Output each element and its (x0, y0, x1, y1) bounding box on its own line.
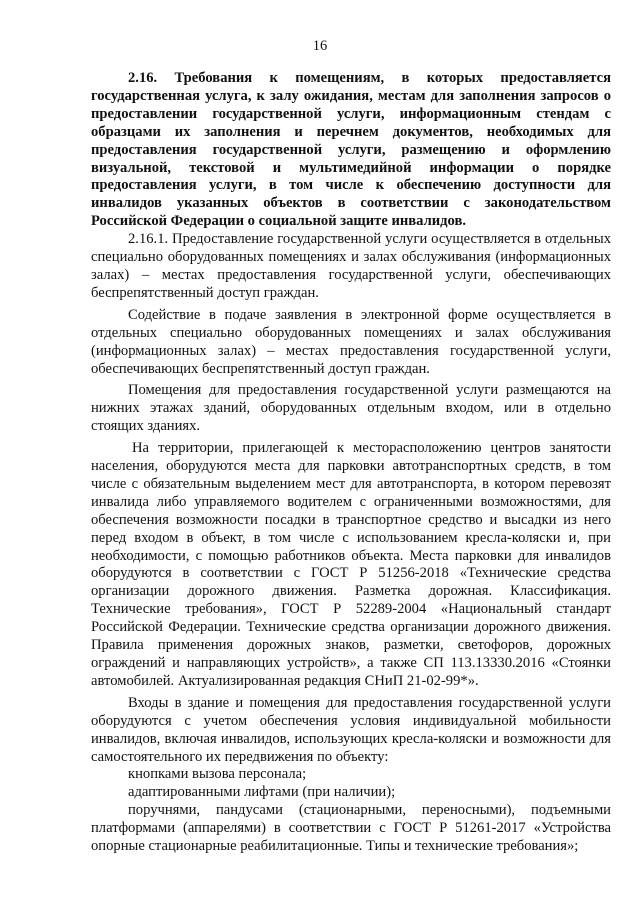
section-heading: 2.16. Требования к помещениям, в которых предоставляется государственная услуга, к залу ожидания, местам для заполнения запросов о предоставлении государственной услуги, информационным стендам с образцами их заполнения и перечнем документов, необходимых для предоставления государственной услуги, размещению и оформлению визуальной, текстовой и мультимедийной информации о порядке предоставления услуги, в том числе к обеспечению доступности для инвалидов указанных объектов в соответствии с законодательством Российской Федерации о социальной защите инвалидов. (91, 70, 611, 230)
paragraph: Входы в здание и помещения для предоставления государственной услуги оборудуются с учетом обеспечения условия индивидуальной мобильности инвалидов, включая инвалидов, использующих кресла-коляски и возможности для самостоятельного их передвижения по объекту: (91, 694, 611, 765)
paragraph: Содействие в подаче заявления в электронной форме осуществляется в отдельных специально оборудованных помещениях и залах обслуживания (информационных залах) – местах предоставления государственной услуги, обеспечивающих беспрепятственный доступ граждан. (91, 306, 611, 377)
list-item: поручнями, пандусами (стационарными, переносными), подъемными платформами (аппарелями) в соответствии с ГОСТ Р 51261-2017 «Устройства опорные стационарные реабилитационные. Типы и технические требования»; (91, 802, 611, 855)
list-item: кнопками вызова персонала; (128, 766, 307, 783)
paragraph: Помещения для предоставления государственной услуги размещаются на нижних этажах зданий, оборудованных отдельным входом, или в отдельно стоящих зданиях. (91, 382, 611, 435)
document-body (91, 70, 611, 856)
paragraph: 2.16.1. Предоставление государственной услуги осуществляется в отдельных специально оборудованных помещениях и залах обслуживания (информационных залах) – местах предоставления государственной услуги, обеспечивающих беспрепятственный доступ граждан. (91, 231, 611, 301)
paragraph: На территории, прилегающей к месторасположению центров занятости населения, оборудуются места для парковки автотранспортных средств, в том числе с обязательным выделением мест для автотранспорта, в котором перевозят инвалида либо управляемого водителем с ограниченными возможностями, для обеспечения возможности посадки в транспортное средство и высадки из него перед входом в объект, в том числе с использованием кресла-коляски и, при необходимости, с помощью работников объекта. Места парковки для инвалидов оборудуются в соответствии с ГОСТ Р 51256-2018 «Технические средства организации дорожного движения. Разметка дорожная. Классификация. Технические требования», ГОСТ Р 52289-2004 «Национальный стандарт Российской Федерации. Технические средства организации дорожного движения. Правила применения дорожных знаков, разметки, светофоров, дорожных ограждений и направляющих устройств», а также СП 113.13330.2016 «Стоянки автомобилей. Актуализированная редакция СНиП 21-02-99*». (91, 440, 611, 689)
list-item: адаптированными лифтами (при наличии); (128, 784, 396, 801)
page-number: 16 (312, 38, 328, 54)
